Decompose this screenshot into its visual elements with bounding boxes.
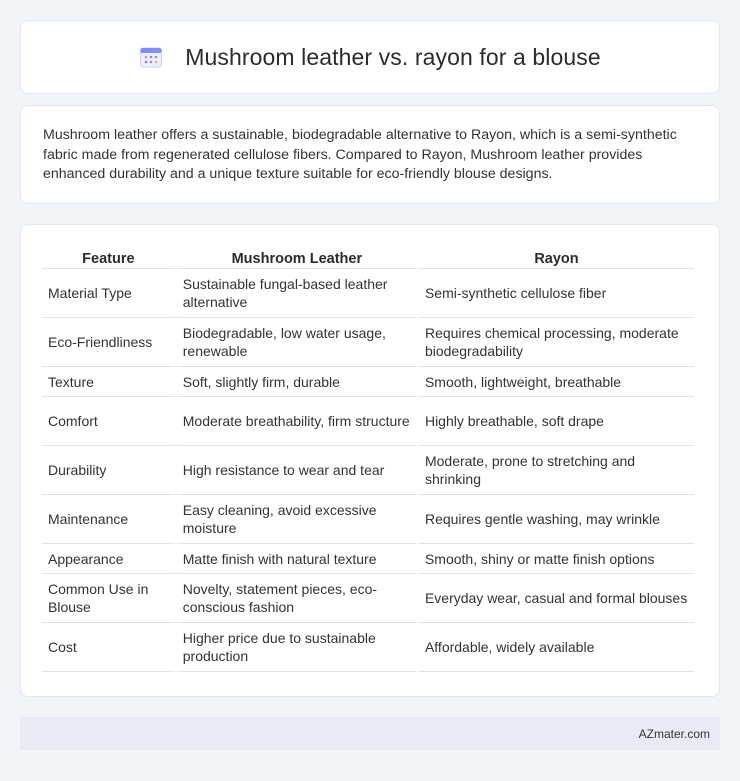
table-row xyxy=(42,544,694,574)
footer-site-name: AZmater.com xyxy=(638,726,710,741)
feature-cell: Material Type xyxy=(42,269,175,318)
table-row xyxy=(42,269,694,318)
header-feature: Feature xyxy=(42,245,175,269)
feature-cell: Maintenance xyxy=(42,495,175,544)
rayon-cell: Smooth, shiny or matte finish options xyxy=(419,544,694,574)
header-rayon: Rayon xyxy=(419,245,694,269)
feature-cell: Comfort xyxy=(42,397,175,446)
calendar-icon xyxy=(139,45,163,69)
comparison-table-card xyxy=(20,224,720,697)
intro-paragraph: Mushroom leather offers a sustainable, biodegradable alternative to Rayon, which is a semi-synthetic fabric made from regenerated cellulose fibers. Compared to Rayon, Mushroom leather provides enhanced durability and a unique texture suitable for eco-friendly blouse designs. xyxy=(43,127,677,182)
mushroom-leather-cell: High resistance to wear and tear xyxy=(177,446,417,495)
table-row xyxy=(42,623,694,672)
feature-cell: Eco-Friendliness xyxy=(42,318,175,367)
table-header-row xyxy=(42,245,694,269)
rayon-cell: Everyday wear, casual and formal blouses xyxy=(419,574,694,623)
page-title: Mushroom leather vs. rayon for a blouse xyxy=(185,43,601,70)
rayon-cell: Smooth, lightweight, breathable xyxy=(419,367,694,397)
mushroom-leather-cell: Soft, slightly firm, durable xyxy=(177,367,417,397)
title-card xyxy=(20,20,720,94)
rayon-cell: Moderate, prone to stretching and shrinking xyxy=(419,446,694,495)
mushroom-leather-cell: Biodegradable, low water usage, renewable xyxy=(177,318,417,367)
rayon-cell: Affordable, widely available xyxy=(419,623,694,672)
mushroom-leather-cell: Easy cleaning, avoid excessive moisture xyxy=(177,495,417,544)
mushroom-leather-cell: Matte finish with natural texture xyxy=(177,544,417,574)
mushroom-leather-cell: Moderate breathability, firm structure xyxy=(177,397,417,446)
header-mushroom-leather: Mushroom Leather xyxy=(177,245,417,269)
table-row xyxy=(42,574,694,623)
table-row xyxy=(42,318,694,367)
rayon-cell: Semi-synthetic cellulose fiber xyxy=(419,269,694,318)
mushroom-leather-cell: Higher price due to sustainable production xyxy=(177,623,417,672)
title-row xyxy=(139,44,601,71)
intro-card xyxy=(20,105,720,204)
table-row xyxy=(42,495,694,544)
mushroom-leather-cell: Novelty, statement pieces, eco-conscious fashion xyxy=(177,574,417,623)
rayon-cell: Requires chemical processing, moderate biodegradability xyxy=(419,318,694,367)
mushroom-leather-cell: Sustainable fungal-based leather alternative xyxy=(177,269,417,318)
feature-cell: Common Use in Blouse xyxy=(42,574,175,623)
feature-cell: Durability xyxy=(42,446,175,495)
table-row xyxy=(42,397,694,446)
feature-cell: Cost xyxy=(42,623,175,672)
rayon-cell: Highly breathable, soft drape xyxy=(419,397,694,446)
table-row xyxy=(42,367,694,397)
comparison-table xyxy=(40,245,696,672)
rayon-cell: Requires gentle washing, may wrinkle xyxy=(419,495,694,544)
footer-bar xyxy=(20,717,720,750)
feature-cell: Appearance xyxy=(42,544,175,574)
table-row xyxy=(42,446,694,495)
feature-cell: Texture xyxy=(42,367,175,397)
